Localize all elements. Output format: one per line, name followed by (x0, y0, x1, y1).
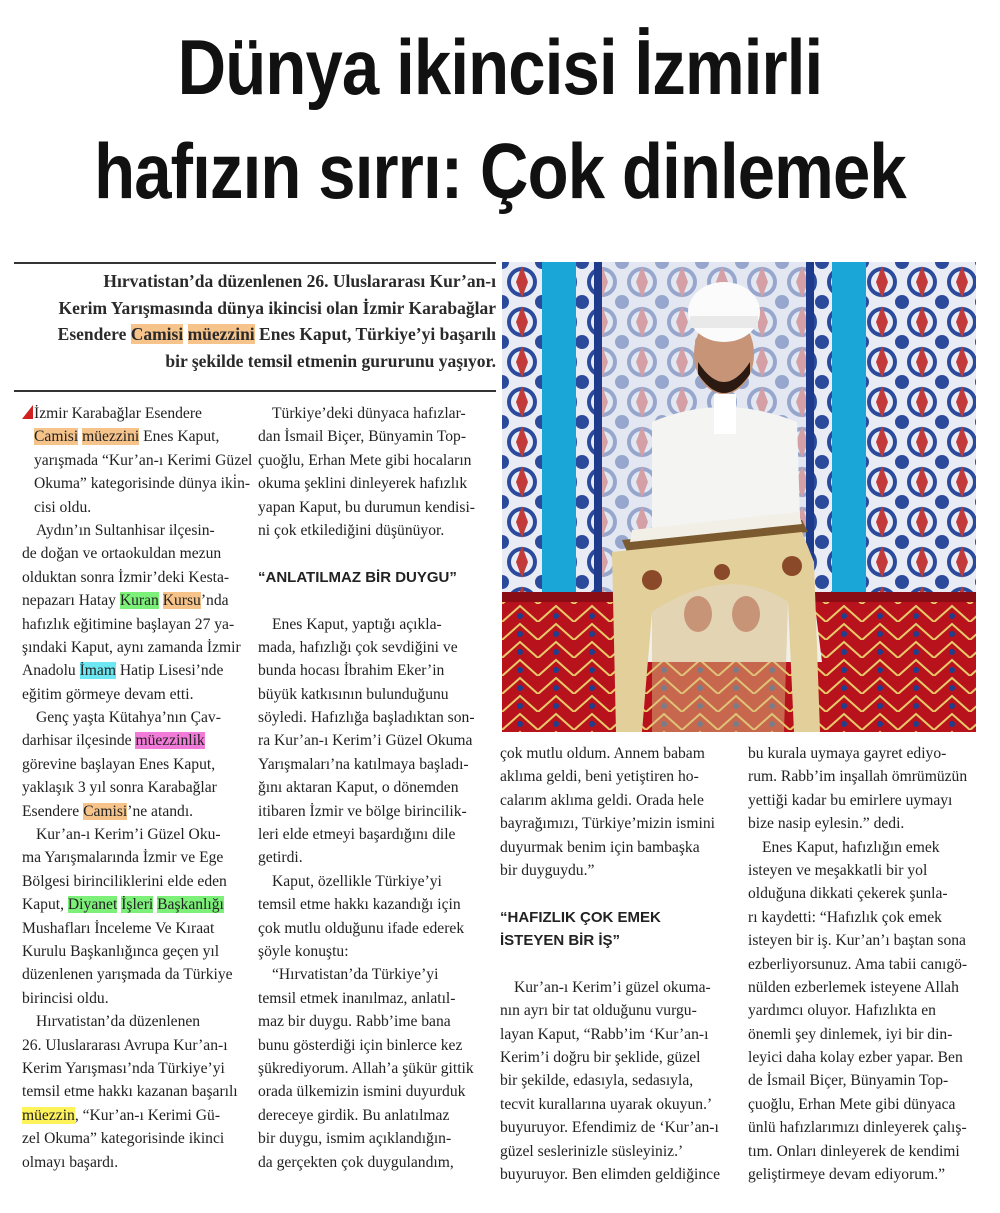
text-line: Kaput, özellikle Türkiye’yi (272, 872, 442, 890)
text-line: yardımcı oluyor. Hafızlıkta en (748, 1002, 936, 1020)
text-line: Hırvatistan’da düzenlenen (36, 1013, 201, 1031)
text-line: 26. Uluslararası Avrupa Kur’an-ı (22, 1036, 228, 1054)
text-line: ünlü hafızlarımızı dinleyerek çalış- (748, 1119, 967, 1137)
column-2 (258, 402, 494, 1174)
column-1 (22, 402, 260, 1174)
lead-line: Hırvatistan’da düzenlenen 26. Uluslararası Kur’an-ı (103, 271, 496, 291)
text-line: Enes Kaput, hafızlığın emek (762, 838, 940, 856)
text: Esendere (22, 802, 80, 820)
text-line: zel Okuma” kategorisinde ikinci (22, 1130, 225, 1148)
text-line: Genç yaşta Kütahya’nın Çav- (36, 709, 221, 727)
lead-line (14, 321, 496, 348)
text-line: “Hırvatistan’da Türkiye’yi (272, 966, 439, 984)
text-line: Bölgesi birinciliklerini elde eden (22, 872, 227, 890)
article-photo (502, 262, 976, 732)
highlight-muezzini: müezzini (82, 428, 140, 446)
text-line: tecvit kurallarına uyarak okuyun.’ (500, 1095, 713, 1113)
text-line (22, 800, 260, 823)
text-line: görevine başlayan Enes Kaput, (22, 755, 216, 773)
text-line: şöyle konuştu: (258, 942, 349, 960)
column-3 (500, 742, 740, 1186)
text-line: Kur’an-ı Kerim’i Güzel Oku- (36, 826, 221, 844)
text-line: cisi oldu. (34, 498, 92, 516)
text-line: calarım aklıma geldi. Orada hele (500, 791, 704, 809)
text-line: de İsmail Biçer, Bünyamin Top- (748, 1072, 949, 1090)
text-line: bir duyguydu.” (500, 861, 595, 879)
text-line (22, 589, 260, 612)
text-line: ğını aktaran Kaput, o dönemden (258, 779, 459, 797)
text-line: ni çok etkilediğini düşünüyor. (258, 521, 445, 539)
text-line: olduktan sonra İzmir’deki Kesta- (22, 568, 230, 586)
spacer (258, 589, 494, 612)
text: Kaput, (22, 896, 65, 914)
lead-paragraph (14, 268, 496, 374)
text-line: Yarışmaları’na katılmaya başladı- (258, 755, 469, 773)
text-line: dereceye girdik. Bu anlatılmaz (258, 1106, 450, 1124)
text-line: çuoğlu, Erhan Mete gibi dünyaca (748, 1095, 956, 1113)
text-line: eğitim görmeye devam etti. (22, 685, 194, 703)
text-line: yettiği kadar bu emirlere uymayı (748, 791, 953, 809)
mosque-imam-illustration (502, 262, 976, 732)
text-line: rum. Rabb’im inşallah ömrümüzün (748, 768, 968, 786)
text-line: Kur’an-ı Kerim’i güzel okuma- (514, 978, 711, 996)
text-line: isteyen bir iş. Kur’an’ı baştan sona (748, 932, 966, 950)
text: Hatip Lisesi’nde (119, 662, 224, 680)
lead-line: bir şekilde temsil etmenin gururunu yaşıyor. (165, 350, 496, 371)
highlight-imam: İmam (79, 662, 116, 680)
text-line: olmayı başardı. (22, 1153, 119, 1171)
text-line: yaklaşık 3 yıl sonra Karabağlar (22, 779, 217, 797)
text-line (22, 659, 260, 682)
spacer (258, 542, 494, 565)
text-line: geliştirmeye devam ediyorum.” (748, 1166, 946, 1184)
text-line (22, 402, 260, 425)
text-line (22, 1104, 260, 1127)
text-line: temsil etme hakkı kazanan başarılı (22, 1083, 238, 1101)
text-line: bayrağımızı, Türkiye’mizin ismini (500, 815, 715, 833)
text-line: bir duygu, ismim açıklandığın- (258, 1130, 452, 1148)
text-line: itibaren İzmir ve bölge birincilik- (258, 802, 467, 820)
text-line: önemli şey dinlemek, iyi bir din- (748, 1025, 953, 1043)
text-line: hafızlık eğitimine başlayan 27 ya- (22, 615, 235, 633)
text-line: bunda hocası İbrahim Eker’in (258, 662, 445, 680)
spacer (500, 882, 740, 905)
text-line: çuoğlu, Erhan Mete gibi hocaların (258, 451, 472, 469)
text-line: duyurmak benim için bambaşka (500, 838, 700, 856)
lead-bottom-rule (14, 390, 496, 392)
text-line: Mushafları İnceleme Ve Kıraat (22, 919, 215, 937)
text-line (22, 729, 260, 752)
headline-line-1: Dünya ikincisi İzmirli (177, 23, 823, 111)
highlight-camisi: Camisi (34, 428, 79, 446)
text-line: tım. Onları dinleyerek de kendimi (748, 1142, 960, 1160)
text-line: Okuma” kategorisinde dünya iki̇n- (34, 475, 251, 493)
text: ’nda (200, 592, 229, 610)
subheading: “HAFIZLIK ÇOK EMEK (500, 908, 661, 926)
highlight-muezzini: müezzini (187, 324, 255, 344)
text-line: leyici daha kolay ezber yapar. Ben (748, 1049, 963, 1067)
text-line: olduğuna dikkati çekerek şunla- (748, 885, 948, 903)
text-line: yarışmada “Kur’an-ı Kerimi Güzel (34, 451, 253, 469)
text: darhisar ilçesinde (22, 732, 132, 750)
text-line: rı kaydetti: “Hafızlık çok emek (748, 908, 942, 926)
text-line: de doğan ve ortaokuldan mezun (22, 545, 222, 563)
text-line: leri elde etmeyi başardığını dile (258, 826, 456, 844)
text-line: nülden ezberlemek isteyene Allah (748, 978, 959, 996)
text-line: ezberliyorsunuz. Ama tabii canıgö- (748, 955, 968, 973)
lead-line: Kerim Yarışmasında dünya ikincisi olan İzmir Karabağlar (58, 297, 496, 318)
text-line: mada, hafızlığı çok sevdiğini ve (258, 638, 458, 656)
text-line: Kerim’i doğru bir şeklide, güzel (500, 1049, 701, 1067)
text-line: Kerim Yarışması’nda Türkiye’yi (22, 1059, 225, 1077)
text-line (22, 893, 260, 916)
column-4 (748, 742, 988, 1186)
text-line: dan İsmail Biçer, Bünyamin Top- (258, 428, 467, 446)
text-line: Aydın’ın Sultanhisar ilçesin- (36, 521, 215, 539)
highlight-baskanligi: Başkanlığı (157, 896, 224, 914)
lead-text: Enes Kaput, Türkiye’yi başarılı (259, 324, 496, 344)
text-line: çok mutlu olduğunu ifade ederek (258, 919, 465, 937)
lead-top-rule (14, 262, 496, 264)
text-line: bir şekilde, edasıyla, sedasıyla, (500, 1072, 694, 1090)
highlight-camisi: Camisi (130, 324, 184, 344)
text: ’ne atandı. (127, 802, 194, 820)
text-line: layan Kaput, “Rabb’im ‘Kur’an-ı (500, 1025, 709, 1043)
lead-text: Esendere (57, 324, 127, 344)
text: Enes Kaput, (143, 428, 220, 446)
text-line: ma Yarışmalarında İzmir ve Ege (22, 849, 224, 867)
highlight-diyanet: Diyanet (67, 896, 118, 914)
text-line: temsil etme hakkı kazandığı için (258, 896, 461, 914)
text-line: orada ülkemizin ismini duyurduk (258, 1083, 466, 1101)
highlight-muezzin: müezzin (22, 1106, 75, 1124)
text-line: da gerçekten çok duygulandım, (258, 1153, 454, 1171)
text-line: ra Kur’an-ı Kerim’i Güzel Okuma (258, 732, 473, 750)
text-line: buyuruyor. Efendimiz de ‘Kur’an-ı (500, 1119, 719, 1137)
text: Anadolu (22, 662, 76, 680)
text-line: okuma şeklini dinleyerek hafızlık (258, 475, 468, 493)
text-line: aklıma geldi, beni yetiştiren ho- (500, 768, 699, 786)
text-line: maz bir duygu. Rabb’ime bana (258, 1013, 451, 1031)
text: nepazarı Hatay (22, 592, 116, 610)
text-line: bize nasip eylesin.” dedi. (748, 815, 905, 833)
text-line: bu kurala uymaya gayret ediyo- (748, 745, 947, 762)
subheading: “ANLATILMAZ BİR DUYGU” (258, 568, 457, 586)
text-line: nın ayrı bir tat olduğunu vurgu- (500, 1002, 697, 1020)
text-line: Türkiye’deki dünyaca hafızlar- (272, 405, 466, 422)
text: , “Kur’an-ı Kerimi Gü- (74, 1106, 221, 1124)
highlight-isleri: İşleri (121, 896, 154, 914)
highlight-camisi: Camisi (83, 802, 128, 820)
text-line: düzenlenen yarışmada da Türkiye (22, 966, 233, 984)
text-line: şındaki Kaput, aynı zamanda İzmir (22, 638, 241, 656)
text-line: getirdi. (258, 849, 303, 867)
text-line: Kurulu Başkanlığınca geçen yıl (22, 942, 220, 960)
text-line: buyuruyor. Ben elimden geldiğince (500, 1166, 720, 1184)
text-line: isteyen ve meşakkatli bir yol (748, 861, 928, 879)
highlight-muezzinlik: müezzinlik (135, 732, 205, 750)
text-line: şükrediyorum. Allah’a şükür gittik (258, 1059, 474, 1077)
text-line: büyük katkısının bulunduğunu (258, 685, 449, 703)
text-line (22, 425, 260, 448)
highlight-kursu: Kursu (162, 592, 201, 610)
text-line: söyledi. Hafızlığa başladıktan son- (258, 709, 475, 727)
spacer (500, 953, 740, 976)
text-line: Enes Kaput, yaptığı açıkla- (272, 615, 442, 633)
text: İzmir Karabağlar Esendere (34, 405, 202, 422)
text-line: temsil etmek inanılmaz, anlatıl- (258, 989, 456, 1007)
text-line: çok mutlu oldum. Annem babam (500, 745, 705, 762)
text-line: bunu gösterdiği için binlerce kez (258, 1036, 463, 1054)
headline-line-2: hafızın sırrı: Çok dinlemek (94, 127, 906, 215)
triangle-marker-icon (22, 405, 33, 419)
text-line: yapan Kaput, bu durumun kendisi- (258, 498, 475, 516)
highlight-kuran: Kuran (119, 592, 159, 610)
text-line: birincisi oldu. (22, 989, 109, 1007)
text-line: güzel seslerinizle süsleyiniz.’ (500, 1142, 684, 1160)
subheading: İSTEYEN BİR İŞ” (500, 932, 621, 950)
